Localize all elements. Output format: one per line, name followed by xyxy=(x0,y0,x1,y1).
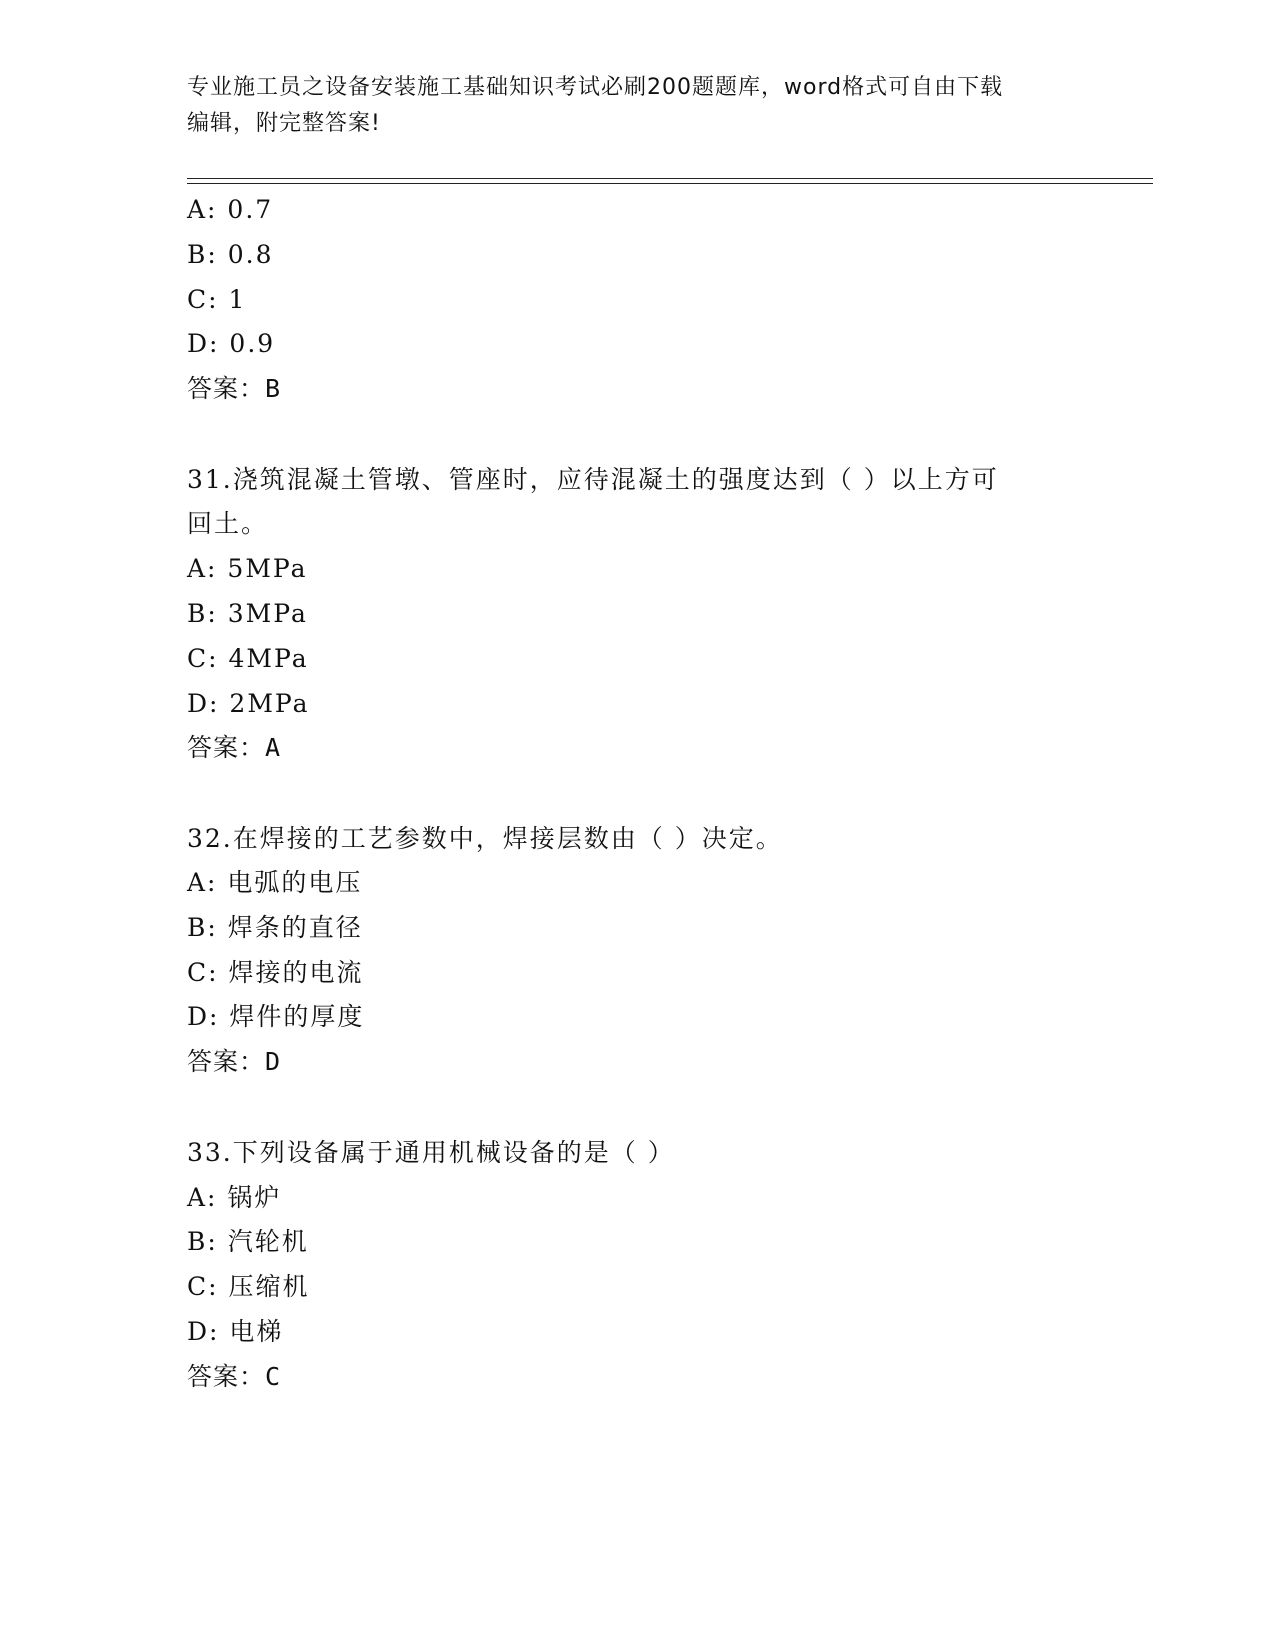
q30-answer xyxy=(187,373,281,405)
answer-label: 答案： xyxy=(187,1362,266,1391)
header-line-2: 编辑，附完整答案! xyxy=(187,111,381,136)
q31-stem-line-1: 31.浇筑混凝土管墩、管座时，应待混凝土的强度达到（ ）以上方可 xyxy=(187,465,999,494)
q33-stem: 33.下列设备属于通用机械设备的是（ ） xyxy=(187,1138,675,1167)
q31-answer xyxy=(187,732,281,764)
answer-value: C xyxy=(265,1362,282,1391)
q31-option-a: A: 5MPa xyxy=(187,554,308,583)
answer-value: B xyxy=(265,374,282,403)
q33-option-a: A: 锅炉 xyxy=(187,1183,282,1212)
document-header xyxy=(187,70,1087,142)
q30-option-c: C: 1 xyxy=(187,285,247,314)
q32-option-a: A: 电弧的电压 xyxy=(187,868,363,897)
q32-option-c: C: 焊接的电流 xyxy=(187,958,364,987)
answer-label: 答案： xyxy=(187,733,266,762)
answer-label: 答案： xyxy=(187,1047,266,1076)
q32-option-b: B: 焊条的直径 xyxy=(187,913,363,942)
q30-option-a: A: 0.7 xyxy=(187,195,274,224)
q31-option-d: D: 2MPa xyxy=(187,689,310,718)
q31-option-c: C: 4MPa xyxy=(187,644,309,673)
answer-value: D xyxy=(265,1047,282,1076)
answer-label: 答案： xyxy=(187,374,266,403)
q30-option-b: B: 0.8 xyxy=(187,240,274,269)
q32-stem: 32.在焊接的工艺参数中，焊接层数由（ ）决定。 xyxy=(187,824,783,853)
header-divider-bottom xyxy=(187,183,1153,184)
q30-option-d: D: 0.9 xyxy=(187,329,276,358)
q33-option-d: D: 电梯 xyxy=(187,1317,284,1346)
q33-option-b: B: 汽轮机 xyxy=(187,1227,309,1256)
q32-option-d: D: 焊件的厚度 xyxy=(187,1002,365,1031)
q33-option-c: C: 压缩机 xyxy=(187,1272,310,1301)
header-divider-top xyxy=(187,178,1153,179)
header-line-1: 专业施工员之设备安装施工基础知识考试必刷200题题库，word格式可自由下载 xyxy=(187,75,1004,100)
q32-answer xyxy=(187,1046,281,1078)
q31-stem-line-2: 回土。 xyxy=(187,509,269,538)
q33-answer xyxy=(187,1361,281,1393)
answer-value: A xyxy=(265,733,282,762)
q31-option-b: B: 3MPa xyxy=(187,599,308,628)
